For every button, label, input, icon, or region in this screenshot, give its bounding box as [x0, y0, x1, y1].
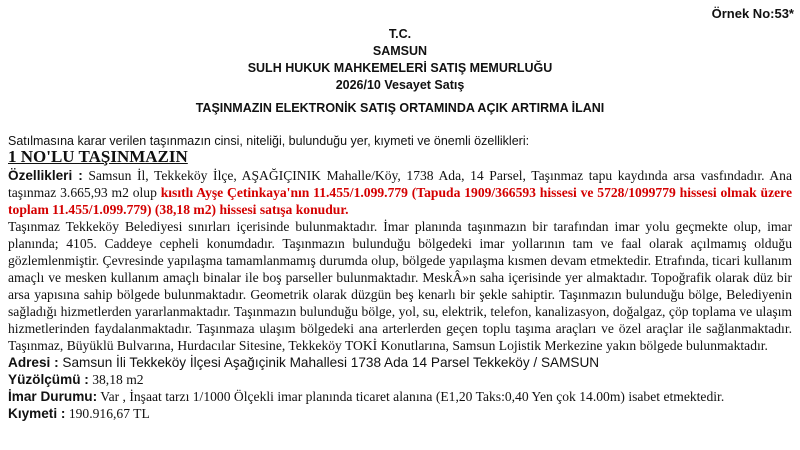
header-city: SAMSUN: [372, 44, 428, 58]
address-label: Adresi :: [8, 355, 59, 370]
property-title: 1 NO'LU TAŞINMAZIN: [8, 147, 188, 166]
area-label: Yüzölçümü :: [8, 372, 89, 387]
document-header: [0, 26, 800, 117]
sample-number: Örnek No:53*: [711, 6, 794, 21]
zoning-row: [8, 388, 792, 405]
features-label: Özellikleri :: [8, 168, 83, 183]
share-highlight: kısıtlı Ayşe Çetinkaya'nın 11.455/1.099.779 (Tapuda 1909/366593 hissesi ve 5728/1099779 hissesi olmak üzere toplam 11.455/1.099.779) (38,18 m2) hissesi satışa konudur.: [8, 185, 792, 217]
features-description: Taşınmaz Tekkeköy Belediyesi sınırları içerisinde bulunmaktadır. İmar planında taşınmazın bir tarafından imar yolu geçmekte olup, imar planında; 4105. Caddeye cepheli konumdadır. Taşınmazın bulunduğu bölgedeki imar yollarının tam ve faal olarak açılmamış olduğu gözlemlenmiştir. Çevresinde yapılaşma tamamlanmamış durumda olup, bölgede yapılaşma kısmen devam etmektedir. Etrafında, ticari kullanım amaçlı ve mesken kullanım amaçlı binalar ile boş parseller bulunmaktadır. MeskÂ»n saha içerisinde yer almaktadır. Topoğrafik olarak düz bir arsa yapısına sahip bölgede bulunmaktadır. Geometrik olarak düzgün beş kenarlı bir şekle sahiptir. Taşınmazın bulunduğu bölge, Belediyenin sağladığı hizmetlerden yararlanmaktadır. Taşınmazın bulunduğu bölge, yol, su, elektrik, telefon, kanalizasyon, doğalgaz, çöp toplama ve ulaşım hizmetlerinden faydalanmaktadır. Taşınmaza ulaşım bölgedeki ana arterlerden geçen toplu taşıma araçları ve özel araçlar ile sağlanmaktadır. Taşınmaz, Büyüklü Bulvarına, Hurdacılar Sitesine, Tekkeköy TOKİ Konutlarına, Samsun Lojistik Merkezine yakın bölgede bulunmaktadır.: [8, 219, 792, 353]
intro-text: Satılmasına karar verilen taşınmazın cinsi, niteliği, bulunduğu yer, kıymeti ve önemli özellikleri:: [8, 134, 530, 148]
value-label: Kıymeti :: [8, 406, 66, 421]
value-amount: 190.916,67 TL: [65, 406, 150, 421]
address-value: Samsun İli Tekkeköy İlçesi Aşağıçinik Mahallesi 1738 Ada 14 Parsel Tekkeköy / SAMSUN: [58, 355, 600, 370]
zoning-label: İmar Durumu:: [8, 389, 98, 404]
header-file-number: 2026/10 Vesayet Satış: [335, 78, 465, 92]
features-text: Samsun İl, Tekkeköy İlçe, AŞAĞIÇINIK Mahalle/Köy, 1738 Ada, 14 Parsel, Taşınmaz tapu kaydında arsa vasfındadır. Ana taşınmaz 3.665,93 m2 olup: [8, 168, 792, 200]
zoning-value: Var , İnşaat tarzı 1/1000 Ölçekli imar planında ticaret alanına (E1,20 Taks:0,40 Yen çok 14.00m) isabet etmektedir.: [97, 389, 725, 404]
area-row: [8, 371, 792, 388]
area-value: 38,18 m2: [88, 372, 144, 387]
header-tc: T.C.: [388, 27, 412, 41]
header-announcement-title: TAŞINMAZIN ELEKTRONİK SATIŞ ORTAMINDA AÇIK ARTIRMA İLANI: [195, 101, 605, 115]
features-paragraph: [8, 167, 792, 218]
address-row: [8, 354, 792, 371]
property-details: [8, 167, 792, 422]
value-row: [8, 405, 792, 422]
header-office: SULH HUKUK MAHKEMELERİ SATIŞ MEMURLUĞU: [247, 61, 553, 75]
